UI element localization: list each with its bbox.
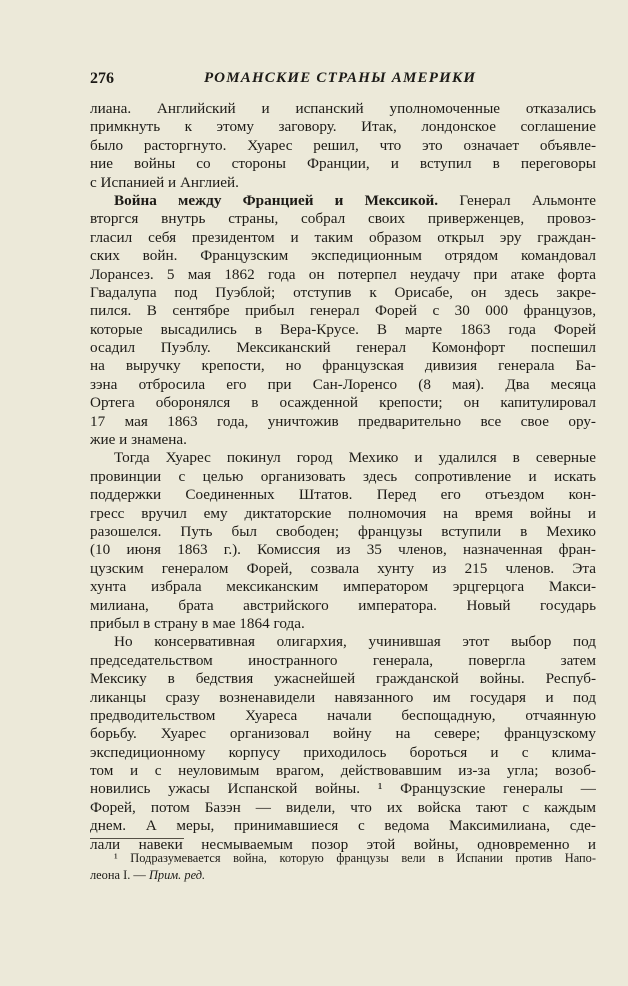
text-line: хунта избрала мексиканским императором эрцгерцога Макси- — [90, 578, 596, 596]
text-line: на выручку крепости, но французская дивизия генерала Ба- — [90, 357, 596, 375]
text-line: гласил себя президентом и таким образом открыл эру граждан- — [90, 228, 596, 246]
text-line: лиана. Английский и испанский уполномоченные отказались — [90, 100, 596, 117]
text-line: которые высадились в Вера-Крусе. В марте 1863 года Форей — [90, 320, 596, 338]
text-line: Форей, потом Базэн — видели, что их войска тают с каждым — [90, 798, 596, 816]
footnote — [90, 850, 596, 884]
text-line: осадил Пуэблу. Мексиканский генерал Комонфорт поспешил — [90, 339, 596, 357]
section-heading-line — [90, 192, 596, 210]
text-line: Тогда Хуарес покинул город Мехико и удалился в северные — [114, 449, 596, 467]
text-line: борьбу. Хуарес организовал войну на севере; французскому — [90, 725, 596, 743]
text-line: разошелся. Путь был свободен; французы вступили в Мехико — [90, 522, 596, 540]
text-line: предводительством Хуареса начали беспощадную, отчаянную — [90, 706, 596, 724]
text-line: лали навеки несмываемым позор этой войны, одновременно и — [90, 835, 596, 853]
text-line: том и с неуловимым врагом, действовавшим из-за угла; возоб- — [90, 762, 596, 780]
text-line: Гвадалупа под Пуэблой; отступив к Орисабе, он здесь закре- — [90, 283, 596, 301]
text-line: с Испанией и Англией. — [90, 173, 239, 191]
footnote-line: ¹ Подразумевается война, которую французы вели в Испании против Напо- — [114, 851, 596, 865]
text-line: вторгся внутрь страны, собрал своих приверженцев, провоз- — [90, 210, 596, 228]
text-line: гресс вручил ему диктаторские полномочия на время войны и — [90, 504, 596, 522]
text-line: провинции с целью организовать здесь сопротивление и искать — [90, 467, 596, 485]
text-line: зэна отбросила его при Сан-Лоренсо (8 мая). Два месяца — [90, 375, 596, 393]
footnote-divider — [90, 838, 184, 839]
text-line: Мексику в бедствия ужаснейшей гражданской войны. Респуб- — [90, 670, 596, 688]
footnote-text: леона I. — — [90, 868, 146, 882]
text-line: цузским генералом Форей, созвала хунту из 215 членов. Эта — [90, 559, 596, 577]
page-header — [90, 70, 596, 92]
running-head: РОМАНСКИЕ СТРАНЫ АМЕРИКИ — [204, 70, 477, 86]
text-line: милиана, брата австрийского императора. Новый государь — [90, 596, 596, 614]
text-line: днем. А меры, принимавшиеся с ведома Максимилиана, сде- — [90, 817, 596, 835]
page-body — [90, 100, 596, 854]
text-line: Ортега оборонялся в осажденной крепости; он капитулировал — [90, 394, 596, 412]
text-line: Генерал Альмонте — [459, 191, 596, 209]
text-line: ских войн. Французским экспедиционным отрядом командовал — [90, 247, 596, 265]
text-line: примкнуть к этому заговору. Итак, лондонское соглашение — [90, 118, 596, 136]
text-line: было расторгнуто. Хуарес решил, что это означает объявле- — [90, 136, 596, 154]
text-line: ние войны со стороны Франции, и вступил в переговоры — [90, 155, 596, 173]
footnote-line — [90, 867, 596, 884]
page-number: 276 — [90, 70, 114, 87]
text-line: 17 мая 1863 года, уничтожив предварительно все свое ору- — [90, 412, 596, 430]
text-line: Лорансез. 5 мая 1862 года он потерпел неудачу при атаке форта — [90, 265, 596, 283]
text-line: прибыл в страну в мае 1864 года. — [90, 614, 305, 632]
text-line: поддержки Соединенных Штатов. Перед его отъездом кон- — [90, 486, 596, 504]
text-line: экспедиционному корпусу приходилось бороться и с клима- — [90, 743, 596, 761]
text-line: ликанцы сразу возненавидели навязанного им государя и под — [90, 688, 596, 706]
editor-note: Прим. ред. — [148, 868, 206, 882]
text-line: председательством иностранного генерала, повергла затем — [90, 651, 596, 669]
text-line: Но консервативная олигархия, учинившая этот выбор под — [114, 633, 596, 651]
text-line: пился. В сентябре прибыл генерал Форей с 30 000 французов, — [90, 302, 596, 320]
text-line: новились ужасы Испанской войны. ¹ Французские генералы — — [90, 780, 596, 798]
text-line: жие и знамена. — [90, 431, 187, 449]
text-line: (10 июня 1863 г.). Комиссия из 35 членов, назначенная фран- — [90, 541, 596, 559]
section-heading: Война между Францией и Мексикой. — [114, 191, 439, 209]
